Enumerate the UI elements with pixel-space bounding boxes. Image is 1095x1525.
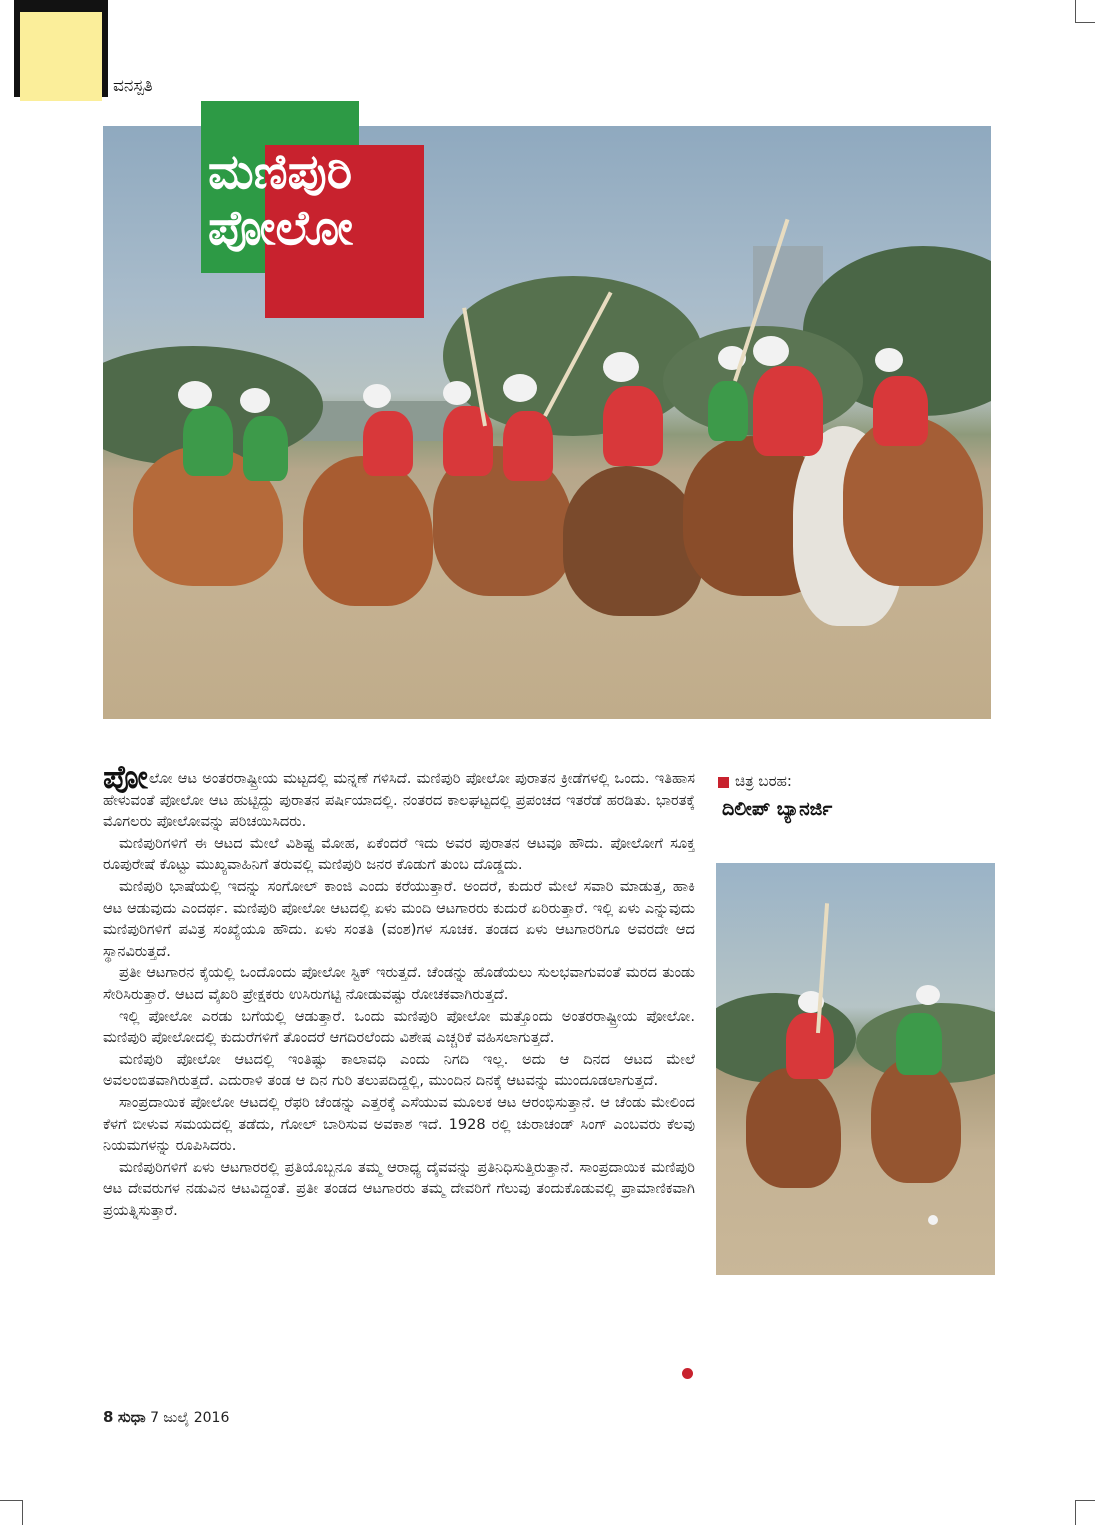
turban: [916, 985, 940, 1005]
article-paragraph: ಮಣಿಪುರಿಗಳಿಗೆ ಏಳು ಆಟಗಾರರಲ್ಲಿ ಪ್ರತಿಯೊಬ್ಬನೂ ತಮ್ಮ ಆರಾಧ್ಯ ದೈವವನ್ನು ಪ್ರತಿನಿಧಿಸುತ್ತಿರುತ್ತಾನೆ. ಸಾಂಪ್ರದಾಯಿಕ ಮಣಿಪುರಿ ಆಟ ದೇವರುಗಳ ನಡುವಿನ ಆಟವಿದ್ದಂತೆ. ಪ್ರತೀ ತಂಡದ ಆಟಗಾರರು ತಮ್ಮ ದೇವರಿಗೆ ಗೆಲುವು ತಂದುಕೊಡುವಲ್ಲಿ ಪ್ರಾಮಾಣಿಕವಾಗಿ ಪ್ರಯತ್ನಿಸುತ್ತಾರೆ.: [103, 1158, 695, 1219]
end-marker-icon: [682, 1368, 693, 1379]
article-paragraph: ಪ್ರತೀ ಆಟಗಾರನ ಕೈಯಲ್ಲಿ ಒಂದೊಂದು ಪೋಲೋ ಸ್ಟಿಕ್ ಇರುತ್ತದೆ. ಚೆಂಡನ್ನು ಹೊಡೆಯಲು ಸುಲಭವಾಗುವಂತೆ ಮರದ ತುಂಡು ಸೇರಿಸಿರುತ್ತಾರೆ. ಆಟದ ವೈಖರಿ ಪ್ರೇಕ್ಷಕರು ಉಸಿರುಗಟ್ಟಿ ನೋಡುವಷ್ಟು ರೋಚಕವಾಗಿರುತ್ತದೆ.: [103, 964, 695, 1003]
rider: [363, 411, 413, 476]
section-tab-color: [20, 12, 102, 101]
rider: [708, 381, 748, 441]
horse: [563, 466, 703, 616]
horse: [746, 1068, 841, 1188]
credit-label: ಚಿತ್ರ ಬರಹ:: [735, 772, 792, 790]
turban: [753, 336, 789, 366]
article-paragraph: ಲೋ ಆಟ ಅಂತರರಾಷ್ಟ್ರೀಯ ಮಟ್ಟದಲ್ಲಿ ಮನ್ನಣೆ ಗಳಿಸಿದೆ. ಮಣಿಪುರಿ ಪೋಲೋ ಪುರಾತನ ಕ್ರೀಡೆಗಳಲ್ಲಿ ಒಂದು. ಇತಿಹಾಸ ಹೇಳುವಂತೆ ಪೋಲೋ ಆಟ ಹುಟ್ಟಿದ್ದು ಪುರಾತನ ಪರ್ಷಿಯಾದಲ್ಲಿ. ನಂತರದ ಕಾಲಘಟ್ಟದಲ್ಲಿ ಪ್ರಪಂಚದ ಇತರೆಡೆ ಹರಡಿತು. ಭಾರತಕ್ಕೆ ಮೊಗಲರು ಪೋಲೋವನ್ನು ಪರಿಚಯಿಸಿದರು.: [103, 770, 695, 831]
section-label: ವನಸ್ಪತಿ: [113, 76, 153, 96]
inset-photo: [716, 863, 995, 1275]
turban: [875, 348, 903, 372]
article-paragraph: ಇಲ್ಲಿ ಪೋಲೋ ಎರಡು ಬಗೆಯಲ್ಲಿ ಆಡುತ್ತಾರೆ. ಒಂದು ಮಣಿಪುರಿ ಪೋಲೋ ಮತ್ತೊಂದು ಅಂತರರಾಷ್ಟ್ರೀಯ ಪೋಲೋ. ಮಣಿಪುರಿ ಪೋಲೋದಲ್ಲಿ ಕುದುರೆಗಳಿಗೆ ತೊಂದರೆ ಆಗದಿರಲೆಂದು ವಿಶೇಷ ಎಚ್ಚರಿಕೆ ವಹಿಸಲಾಗುತ್ತದೆ.: [103, 1007, 695, 1047]
rider: [753, 366, 823, 456]
polo-ball: [928, 1215, 938, 1225]
turban: [503, 374, 537, 402]
issue-date: 7 ಜುಲೈ 2016: [150, 1410, 230, 1426]
credit-name: ದಿಲೀಪ್ ಬ್ಯಾನರ್ಜಿ: [722, 798, 833, 820]
turban: [240, 388, 270, 413]
horse: [303, 456, 433, 606]
crop-mark: [1075, 1500, 1095, 1501]
rider: [183, 406, 233, 476]
article-title-line: ಮಣಿಪುರಿ: [208, 144, 353, 200]
turban: [363, 384, 391, 408]
crop-mark: [1075, 1500, 1076, 1525]
drop-cap: ಪೋ: [103, 758, 148, 796]
rider: [873, 376, 928, 446]
article-paragraph: ಮಣಿಪುರಿ ಭಾಷೆಯಲ್ಲಿ ಇದನ್ನು ಸಂಗೋಲ್ ಕಾಂಜಿ ಎಂದು ಕರೆಯುತ್ತಾರೆ. ಅಂದರೆ, ಕುದುರೆ ಮೇಲೆ ಸವಾರಿ ಮಾಡುತ್ತ, ಹಾಕಿ ಆಟ ಆಡುವುದು ಎಂದರ್ಥ. ಮಣಿಪುರಿ ಪೋಲೋ ಆಟದಲ್ಲಿ ಏಳು ಮಂದಿ ಆಟಗಾರರು ಕುದುರೆ ಏರಿರುತ್ತಾರೆ. ಇಲ್ಲಿ ಏಳು ಎನ್ನುವುದು ಮಣಿಪುರಿಗಳಿಗೆ ಪವಿತ್ರ ಸಂಖ್ಯೆಯೂ ಹೌದು. ಏಳು ಸಂತತಿ (ವಂಶ)ಗಳ ಸೂಚಕ. ತಂಡದ ಏಳು ಆಟಗಾರರಿಗೂ ಅವರದೇ ಆದ ಸ್ಥಾನವಿರುತ್ತದೆ.: [103, 877, 695, 960]
turban: [178, 381, 212, 409]
rider: [603, 386, 663, 466]
crop-mark: [1075, 22, 1095, 23]
article-paragraph: ಸಾಂಪ್ರದಾಯಿಕ ಪೋಲೋ ಆಟದಲ್ಲಿ ರೆಫರಿ ಚೆಂಡನ್ನು ಎತ್ತರಕ್ಕೆ ಎಸೆಯುವ ಮೂಲಕ ಆಟ ಆರಂಭಿಸುತ್ತಾನೆ. ಆ ಚೆಂಡು ಮೇಲಿಂದ ಕೆಳಗೆ ಬೀಳುವ ಸಮಯದಲ್ಲಿ ತಡೆದು, ಗೋಲ್ ಬಾರಿಸುವ ಅವಕಾಶ ಇದೆ. 1928 ರಲ್ಲಿ ಚುರಾಚಂಡ್ ಸಿಂಗ್ ಎಂಬವರು ಕೆಲವು ನಿಯಮಗಳನ್ನು ರೂಪಿಸಿದರು.: [103, 1093, 695, 1155]
page-number: 8: [103, 1408, 114, 1426]
turban: [443, 381, 471, 405]
turban: [603, 352, 639, 382]
magazine-name: ಸುಧಾ: [117, 1408, 146, 1426]
article-paragraph: ಮಣಿಪುರಿ ಪೋಲೋ ಆಟದಲ್ಲಿ ಇಂತಿಷ್ಟು ಕಾಲಾವಧಿ ಎಂದು ನಿಗದಿ ಇಲ್ಲ. ಅದು ಆ ದಿನದ ಆಟದ ಮೇಲೆ ಅವಲಂಬಿತವಾಗಿರುತ್ತದೆ. ಎದುರಾಳಿ ತಂಡ ಆ ದಿನ ಗುರಿ ತಲುಪದಿದ್ದಲ್ಲಿ, ಮುಂದಿನ ದಿನಕ್ಕೆ ಆಟವನ್ನು ಮುಂದೂಡಲಾಗುತ್ತದೆ.: [103, 1050, 695, 1090]
footer: [103, 1408, 229, 1426]
rider: [896, 1013, 942, 1075]
rider: [503, 411, 553, 481]
crop-mark: [0, 1500, 22, 1501]
rider: [786, 1013, 834, 1079]
article-title-line: ಪೋಲೋ: [208, 200, 353, 256]
credit-marker-icon: [718, 777, 729, 788]
crop-mark: [22, 1500, 23, 1525]
rider: [243, 416, 288, 481]
article-title: [208, 144, 353, 256]
article-body: [103, 768, 695, 1221]
article-paragraph: ಮಣಿಪುರಿಗಳಿಗೆ ಈ ಆಟದ ಮೇಲೆ ವಿಶಿಷ್ಟ ಮೋಹ, ಏಕೆಂದರೆ ಇದು ಅವರ ಪುರಾತನ ಆಟವೂ ಹೌದು. ಪೋಲೋಗೆ ಸೂಕ್ತ ರೂಪುರೇಷೆ ಕೊಟ್ಟು ಮುಖ್ಯವಾಹಿನಿಗೆ ತರುವಲ್ಲಿ ಮಣಿಪುರಿ ಜನರ ಕೊಡುಗೆ ತುಂಬ ದೊಡ್ಡದು.: [103, 834, 695, 874]
crop-mark: [1075, 0, 1076, 22]
